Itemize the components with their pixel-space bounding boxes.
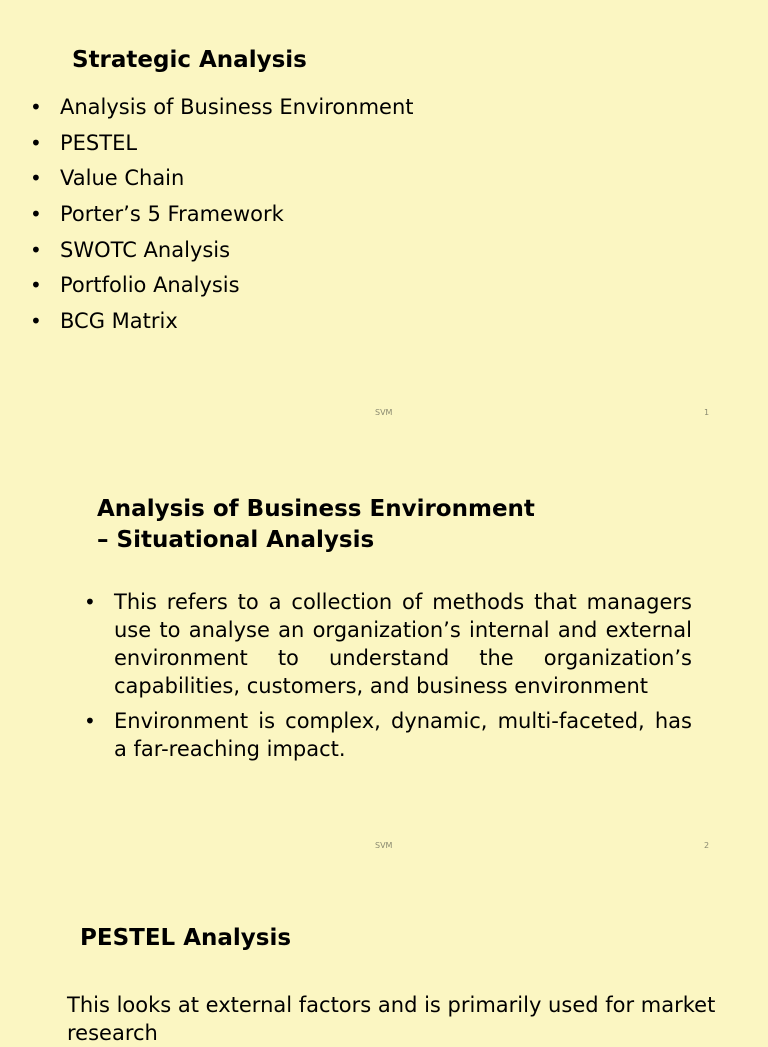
- slide-title-line-2: – Situational Analysis: [97, 527, 375, 553]
- slide-title: PESTEL Analysis: [80, 925, 292, 951]
- slide-1: [0, 0, 768, 433]
- bullet-list: [30, 90, 413, 340]
- bullet-icon: •: [30, 166, 42, 191]
- list-item-text: Analysis of Business Environment: [60, 95, 414, 119]
- list-item-text: Value Chain: [60, 166, 185, 191]
- list-item: [30, 126, 413, 162]
- list-item-text: Environment is complex, dynamic, multi-faceted, has a far-reaching impact.: [114, 709, 692, 761]
- list-item: [30, 90, 413, 126]
- bullet-icon: •: [84, 590, 96, 614]
- bullet-icon: •: [84, 709, 96, 733]
- bullet-icon: •: [30, 273, 42, 298]
- list-item-text: BCG Matrix: [60, 309, 178, 334]
- list-item-text: SWOTC Analysis: [60, 237, 231, 262]
- list-item: [84, 707, 692, 763]
- bullet-list: [84, 588, 692, 770]
- list-item-text: Porter’s 5 Framework: [60, 202, 284, 227]
- list-item: [30, 233, 413, 269]
- list-item: [84, 588, 692, 700]
- slide-2: [0, 433, 768, 866]
- bullet-icon: •: [30, 237, 42, 262]
- list-item: [30, 304, 413, 340]
- list-item-text: Portfolio Analysis: [60, 273, 240, 298]
- slide-3: [0, 866, 768, 1045]
- slide-title-line-1: Analysis of Business Environment: [97, 496, 535, 522]
- bullet-icon: •: [30, 202, 42, 227]
- slide-title: Strategic Analysis: [72, 47, 307, 73]
- slide-body-text: This looks at external factors and is primarily used for market research: [67, 993, 716, 1045]
- list-item: [30, 197, 413, 233]
- slide-footer: SVM: [375, 841, 393, 850]
- bullet-icon: •: [30, 95, 42, 119]
- slide-number: 1: [704, 408, 710, 417]
- slide-footer: SVM: [375, 408, 393, 417]
- list-item-text: This refers to a collection of methods that managers use to analyse an organization’s internal and external environment to understand the organization’s capabilities, customers, and business environment: [114, 590, 692, 698]
- list-item: [30, 161, 413, 197]
- bullet-icon: •: [30, 309, 42, 334]
- list-item-text: PESTEL: [60, 130, 138, 155]
- list-item: [30, 268, 413, 304]
- slide-title: [97, 494, 537, 556]
- bullet-icon: •: [30, 130, 42, 155]
- slide-number: 2: [704, 841, 710, 850]
